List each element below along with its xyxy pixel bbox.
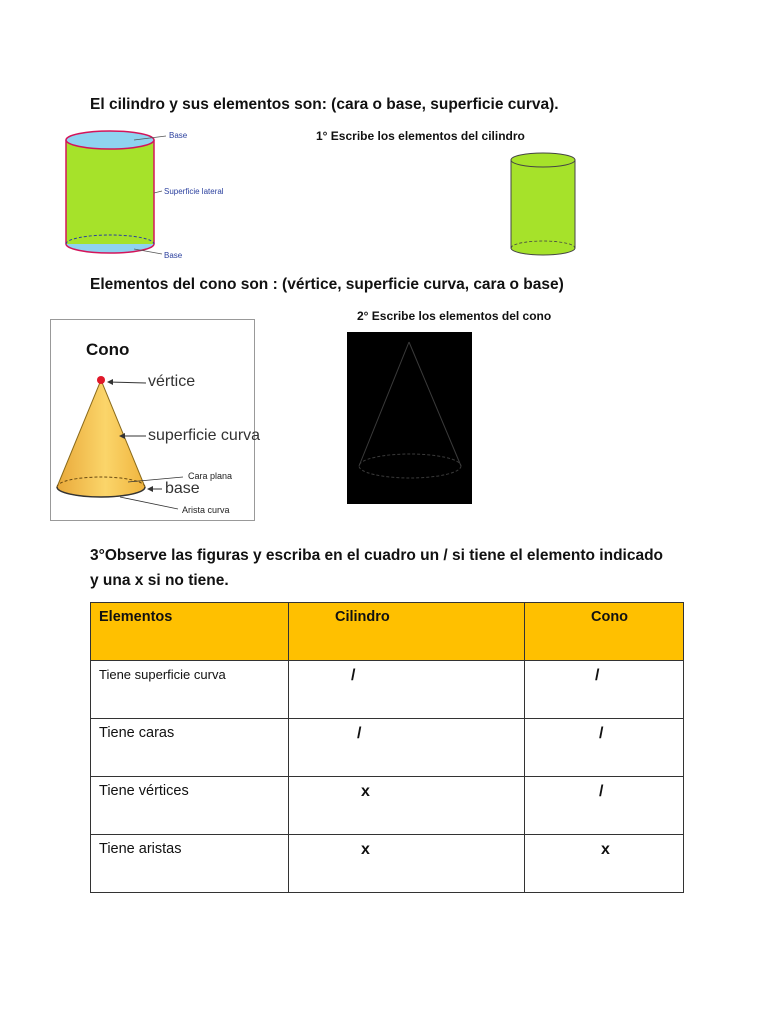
row-label: Tiene vértices <box>91 777 289 835</box>
cylinder-top-base <box>66 131 154 149</box>
row-label: Tiene aristas <box>91 835 289 893</box>
cylinder-body <box>66 140 154 244</box>
cell-cilindro[interactable]: / <box>289 719 525 777</box>
table-row <box>91 835 684 893</box>
table-row <box>91 661 684 719</box>
cylinder-heading: El cilindro y sus elementos son: (cara o base, superficie curva). <box>90 96 559 113</box>
table-instruction-line1: 3°Observe las figuras y escriba en el cuadro un / si tiene el elemento indicado <box>90 547 664 564</box>
cone-exercise: 2° Escribe los elementos del cono <box>357 309 552 323</box>
elements-table <box>90 602 684 893</box>
label-flat-face: Cara plana <box>188 471 233 481</box>
header-cilindro: Cilindro <box>289 603 525 661</box>
header-elementos: Elementos <box>91 603 289 661</box>
header-cono: Cono <box>525 603 684 661</box>
label-base-top: Base <box>169 131 188 140</box>
cell-cono[interactable]: / <box>525 661 684 719</box>
table-instruction-line2: y una x si no tiene. <box>90 572 229 589</box>
cell-cono[interactable]: x <box>525 835 684 893</box>
row-label: Tiene superficie curva <box>91 661 289 719</box>
cylinder-exercise: 1° Escribe los elementos del cilindro <box>316 129 525 143</box>
row-label: Tiene caras <box>91 719 289 777</box>
labeled-cone-figure <box>50 319 253 519</box>
label-curved-surface: superficie curva <box>148 427 261 444</box>
cone-heading: Elementos del cono son : (vértice, superficie curva, cara o base) <box>90 276 564 293</box>
table-row <box>91 719 684 777</box>
cone-vertex-dot <box>97 376 105 384</box>
table-header-row <box>91 603 684 661</box>
plain-cone-figure <box>347 332 472 504</box>
table-row <box>91 777 684 835</box>
cell-cilindro[interactable]: x <box>289 835 525 893</box>
cell-cono[interactable]: / <box>525 719 684 777</box>
cone-figure-title: Cono <box>86 340 130 359</box>
label-vertex: vértice <box>148 373 196 390</box>
plain-cylinder-figure <box>506 150 580 262</box>
label-base: base <box>165 480 200 497</box>
label-lateral-surface: Superficie lateral <box>164 187 224 196</box>
label-base-bottom: Base <box>164 251 183 260</box>
cell-cono[interactable]: / <box>525 777 684 835</box>
label-curved-edge: Arista curva <box>182 505 230 515</box>
cell-cilindro[interactable]: / <box>289 661 525 719</box>
cell-cilindro[interactable]: x <box>289 777 525 835</box>
